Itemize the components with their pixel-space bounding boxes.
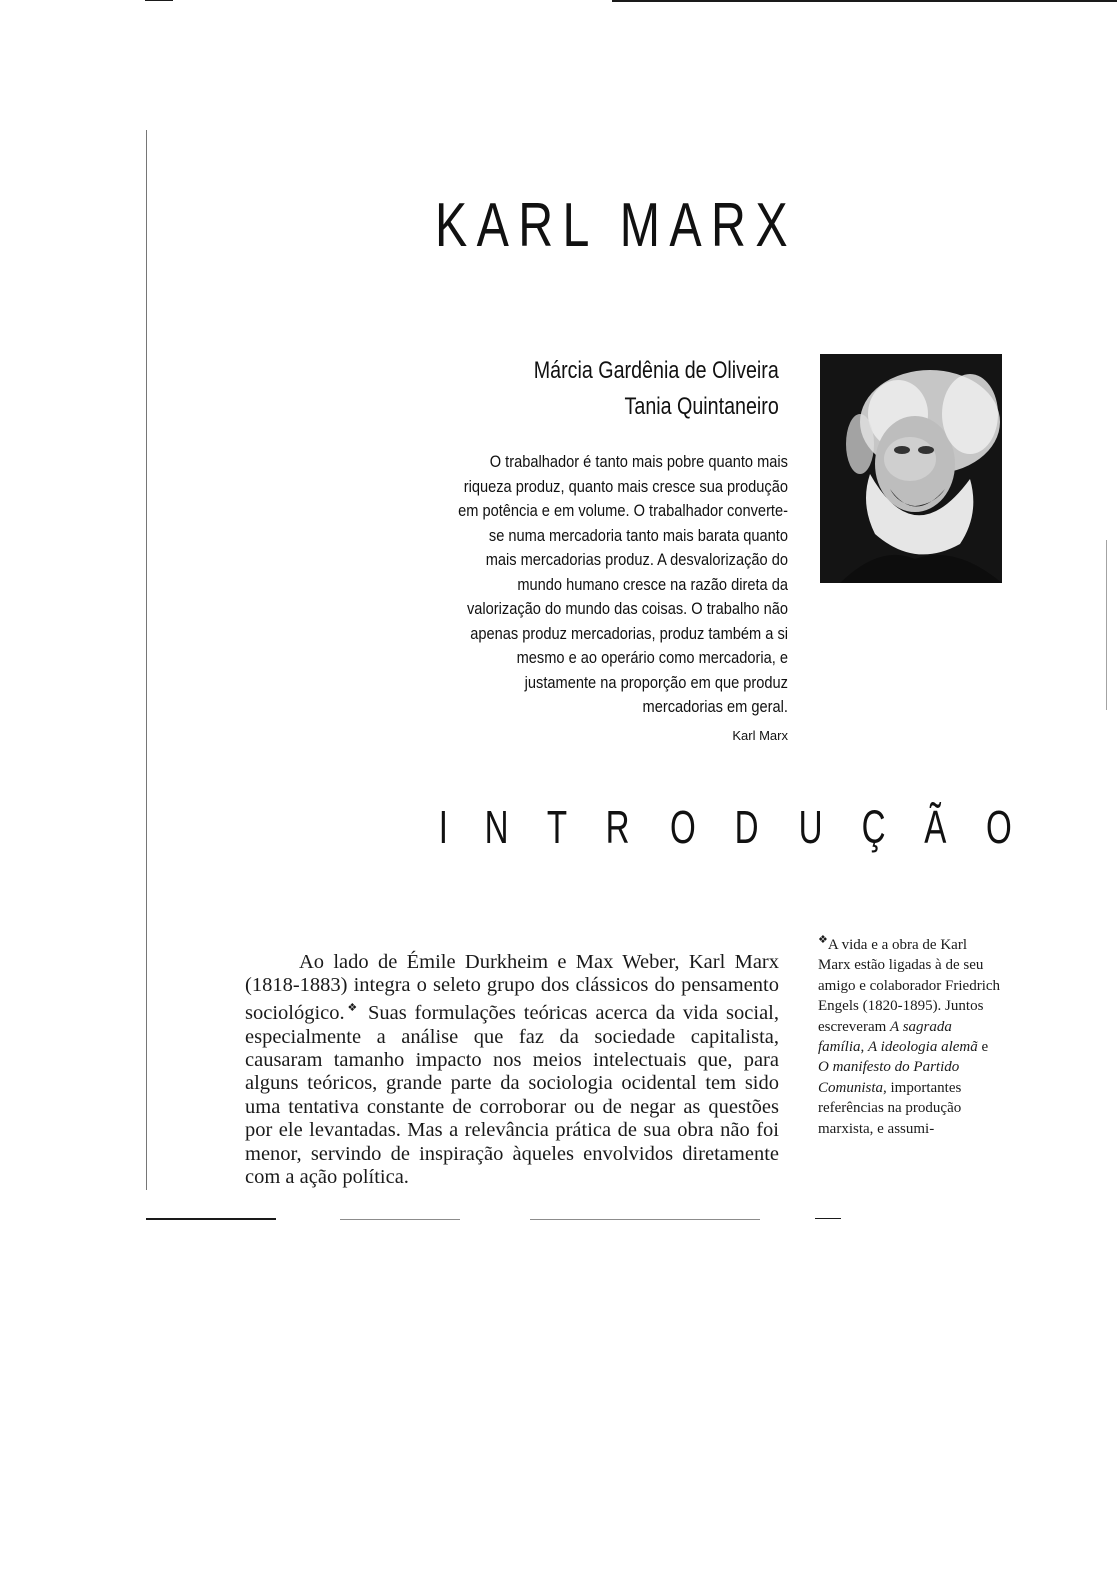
margin-note [818,930,1000,1139]
scan-edge-bottom [146,1218,276,1220]
heading-letter: U [798,801,823,853]
heading-letter: I [438,801,448,853]
author-name: Tania Quintaneiro [624,393,779,420]
section-heading [437,800,1017,854]
footnote-marker-icon: ❖ [344,1002,361,1015]
scan-edge-bottom-dash [340,1219,460,1220]
heading-letter: O [986,801,1012,853]
heading-letter: T [547,801,568,853]
footnote-marker-icon: ❖ [818,934,828,946]
margin-note-text: e [977,1039,989,1056]
epigraph [400,450,788,748]
margin-note-text: A vida e a obra de Karl Marx estão ligadas à de seu amigo e colaborador Friedrich Engels (1820-1895). Juntos escreveram [818,937,1001,1035]
heading-letter: N [484,801,509,853]
book-title: A sagrada família [818,1018,952,1056]
portrait-illustration [820,354,1002,583]
portrait-photo [820,354,1002,583]
margin-note-text: , importantes referências na produção marxista, e assumi- [818,1079,962,1137]
heading-letter: Ç [861,801,886,853]
heading-letter: D [735,801,760,853]
book-title: O manifesto do Partido Comunista [818,1059,960,1096]
scan-edge-top-right [612,0,1117,2]
margin-note-text: , [860,1039,869,1056]
intro-text-part: Ao lado de Émile Durkheim e Max Weber, Karl Marx (1818-1883) integra o seleto grupo dos clássicos do pensamento sociológico. [245,950,779,1025]
epigraph-attribution: Karl Marx [732,727,788,743]
book-title: A ideologia alemã [868,1039,978,1056]
scan-edge-top-left [145,0,173,1]
intro-paragraph [245,951,779,1190]
scan-edge-right [1106,540,1107,710]
heading-letter: R [605,801,630,853]
epigraph-quote: O trabalhador é tanto mais pobre quanto mais riqueza produz, quanto mais cresce sua produção em potência e em volume. O trabalhador converte-se numa mercadoria tanto mais barata quanto mais mercadorias produz. A desvalorização do mundo humano cresce na razão direta da valorização do mundo das coisas. O trabalho não apenas produz mercadorias, produz também a si mesmo e ao operário como mercadoria, e justamente na proporção em que produz mercadorias em geral. [458,452,788,716]
intro-text-part: Suas formulações teóricas acerca da vida social, especialmente a análise que faz da sociedade capitalista, causaram tamanho impacto nos meios intelectuais que, para alguns teóricos, grande parte da sociologia ocidental tem sido uma tentativa constante de corroborar ou de negar as questões por ele levantadas. Mas a relevância prática de sua obra não foi menor, servindo de inspiração àqueles envolvidos diretamente com a ação política. [245,1002,779,1188]
scan-edge-left [146,130,147,1190]
authors-block [480,353,779,425]
scan-edge-bottom-dash [530,1219,760,1220]
heading-letter: Ã [924,801,947,853]
scan-edge-bottom-dash [815,1218,841,1219]
page-title: KARL MARX [435,190,797,260]
heading-letter: O [669,801,696,853]
author-name: Márcia Gardênia de Oliveira [533,357,779,384]
